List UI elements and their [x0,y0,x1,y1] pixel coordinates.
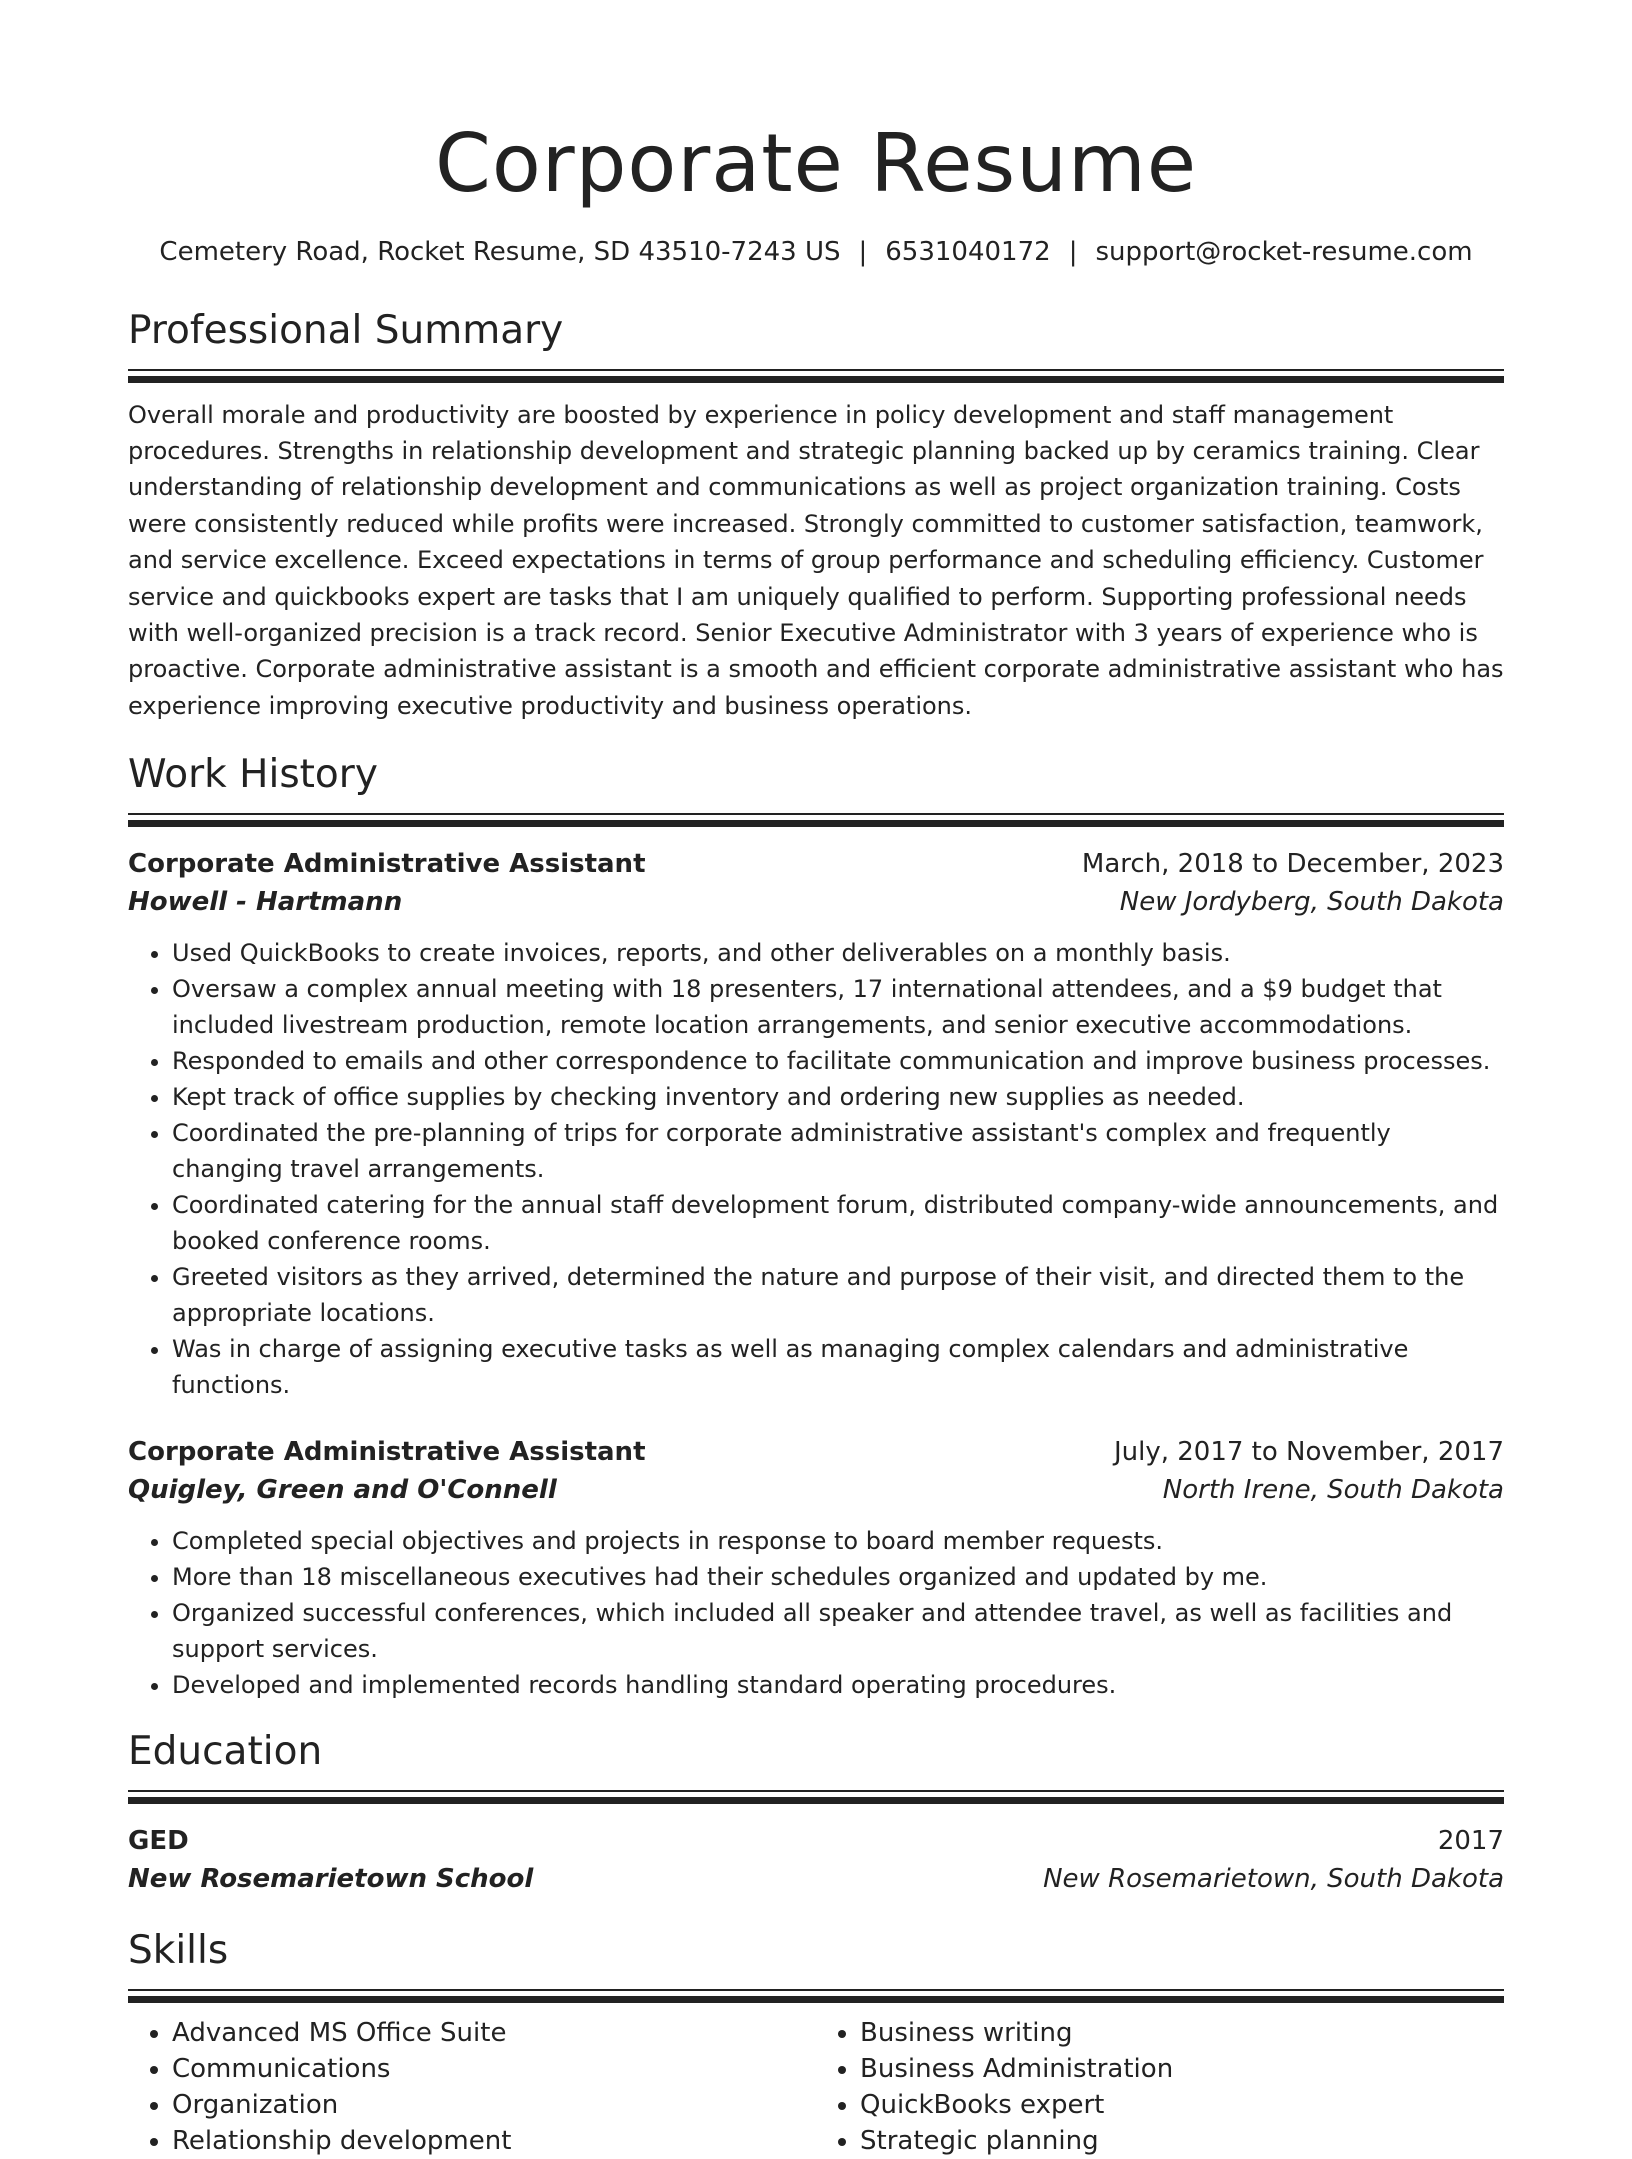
contact-email: support@rocket-resume.com [1095,237,1473,267]
list-item: • Used QuickBooks to create invoices, reports, and other deliverables on a monthly basis. [172,935,1504,971]
list-item: • Oversaw a complex annual meeting with 18 presenters, 17 international attendees, and a $9 budget that included livestream production, remote location arrangements, and senior executive accommodations. [172,971,1504,1043]
summary-text: Overall morale and productivity are boosted by experience in policy development and staff management procedures. Strengths in relationship development and strategic planning backed up by ceramics training. Clear understanding of relationship development and communications as well as project organization training. Costs were consistently reduced while profits were increased. Strongly committed to customer satisfaction, teamwork, and service excellence. Exceed expectations in terms of group performance and scheduling efficiency. Customer service and quickbooks expert are tasks that I am uniquely qualified to perform. Supporting professional needs with well-organized precision is a track record. Senior Executive Administrator with 3 years of experience who is proactive. Corporate administrative assistant is a smooth and efficient corporate administrative assistant who has experience improving executive productivity and business operations. [128,400,1504,720]
job-entry [128,1433,1504,1703]
list-item: • Greeted visitors as they arrived, determined the nature and purpose of their visit, and directed them to the appropriate locations. [172,1259,1504,1331]
job-entry [128,845,1504,1403]
education-subheader [128,1860,1504,1898]
education-school: New Rosemarietown School [128,1863,534,1894]
contact-line [128,236,1504,270]
education-heading: Education [128,1729,323,1775]
list-item: • More than 18 miscellaneous executives had their schedules organized and updated by me. [172,1559,1504,1595]
job-company: Quigley, Green and O'Connell [128,1475,557,1506]
list-item: • Completed special objectives and projects in response to board member requests. [172,1523,1504,1559]
skills-grid [128,2015,1504,2159]
section-divider [128,1989,1504,2003]
list-item: • Organized successful conferences, which included all speaker and attendee travel, as well as facilities and support services. [172,1595,1504,1667]
summary-heading: Professional Summary [128,307,564,353]
section-divider [128,813,1504,827]
job-location: New Jordyberg, South Dakota [1119,887,1504,918]
job-bullets [128,935,1504,1403]
skills-heading: Skills [128,1927,229,1973]
job-subheader [128,1471,1504,1509]
education-location: New Rosemarietown, South Dakota [1043,1863,1504,1894]
work-history-heading: Work History [128,752,378,798]
work-history-section [128,752,1504,1703]
list-item: • Kept track of office supplies by checking inventory and ordering new supplies as needed. [172,1079,1504,1115]
skill-item: • Business Administration [860,2051,1504,2087]
skill-item: • Organization [172,2087,816,2123]
skills-column-right [816,2015,1504,2159]
contact-separator: | [1068,237,1078,267]
job-subheader [128,883,1504,921]
skill-item: • Strategic planning [860,2123,1504,2159]
job-bullets [128,1523,1504,1703]
job-title: Corporate Administrative Assistant [128,849,646,880]
job-title: Corporate Administrative Assistant [128,1437,646,1468]
skills-section [128,1928,1504,2159]
skills-column-left [128,2015,816,2159]
skill-item: • Advanced MS Office Suite [172,2015,816,2051]
list-item: • Coordinated the pre-planning of trips for corporate administrative assistant's complex and frequently changing travel arrangements. [172,1115,1504,1187]
education-section [128,1729,1504,1898]
job-dates: July, 2017 to November, 2017 [1113,1437,1504,1468]
contact-phone: 6531040172 [885,237,1051,267]
section-divider [128,369,1504,383]
job-dates: March, 2018 to December, 2023 [1081,849,1504,880]
summary-section [128,308,1504,724]
education-year: 2017 [1437,1825,1504,1856]
list-item: • Developed and implemented records handling standard operating procedures. [172,1667,1504,1703]
list-item: • Was in charge of assigning executive tasks as well as managing complex calendars and administrative functions. [172,1331,1504,1403]
list-item: • Coordinated catering for the annual staff development forum, distributed company-wide announcements, and booked conference rooms. [172,1187,1504,1259]
section-divider [128,1790,1504,1804]
education-entry [128,1822,1504,1898]
list-item: • Responded to emails and other correspondence to facilitate communication and improve business processes. [172,1043,1504,1079]
skill-item: • Relationship development [172,2123,816,2159]
job-header [128,845,1504,883]
contact-address: Cemetery Road, Rocket Resume, SD 43510-7243 US [159,237,841,267]
education-header [128,1822,1504,1860]
skill-item: • Communications [172,2051,816,2087]
skill-item: • Business writing [860,2015,1504,2051]
job-company: Howell - Hartmann [128,887,403,918]
job-location: North Irene, South Dakota [1162,1475,1504,1506]
contact-separator: | [858,237,868,267]
job-header [128,1433,1504,1471]
education-degree: GED [128,1825,189,1856]
resume-name: Corporate Resume [434,117,1198,210]
skill-item: • QuickBooks expert [860,2087,1504,2123]
